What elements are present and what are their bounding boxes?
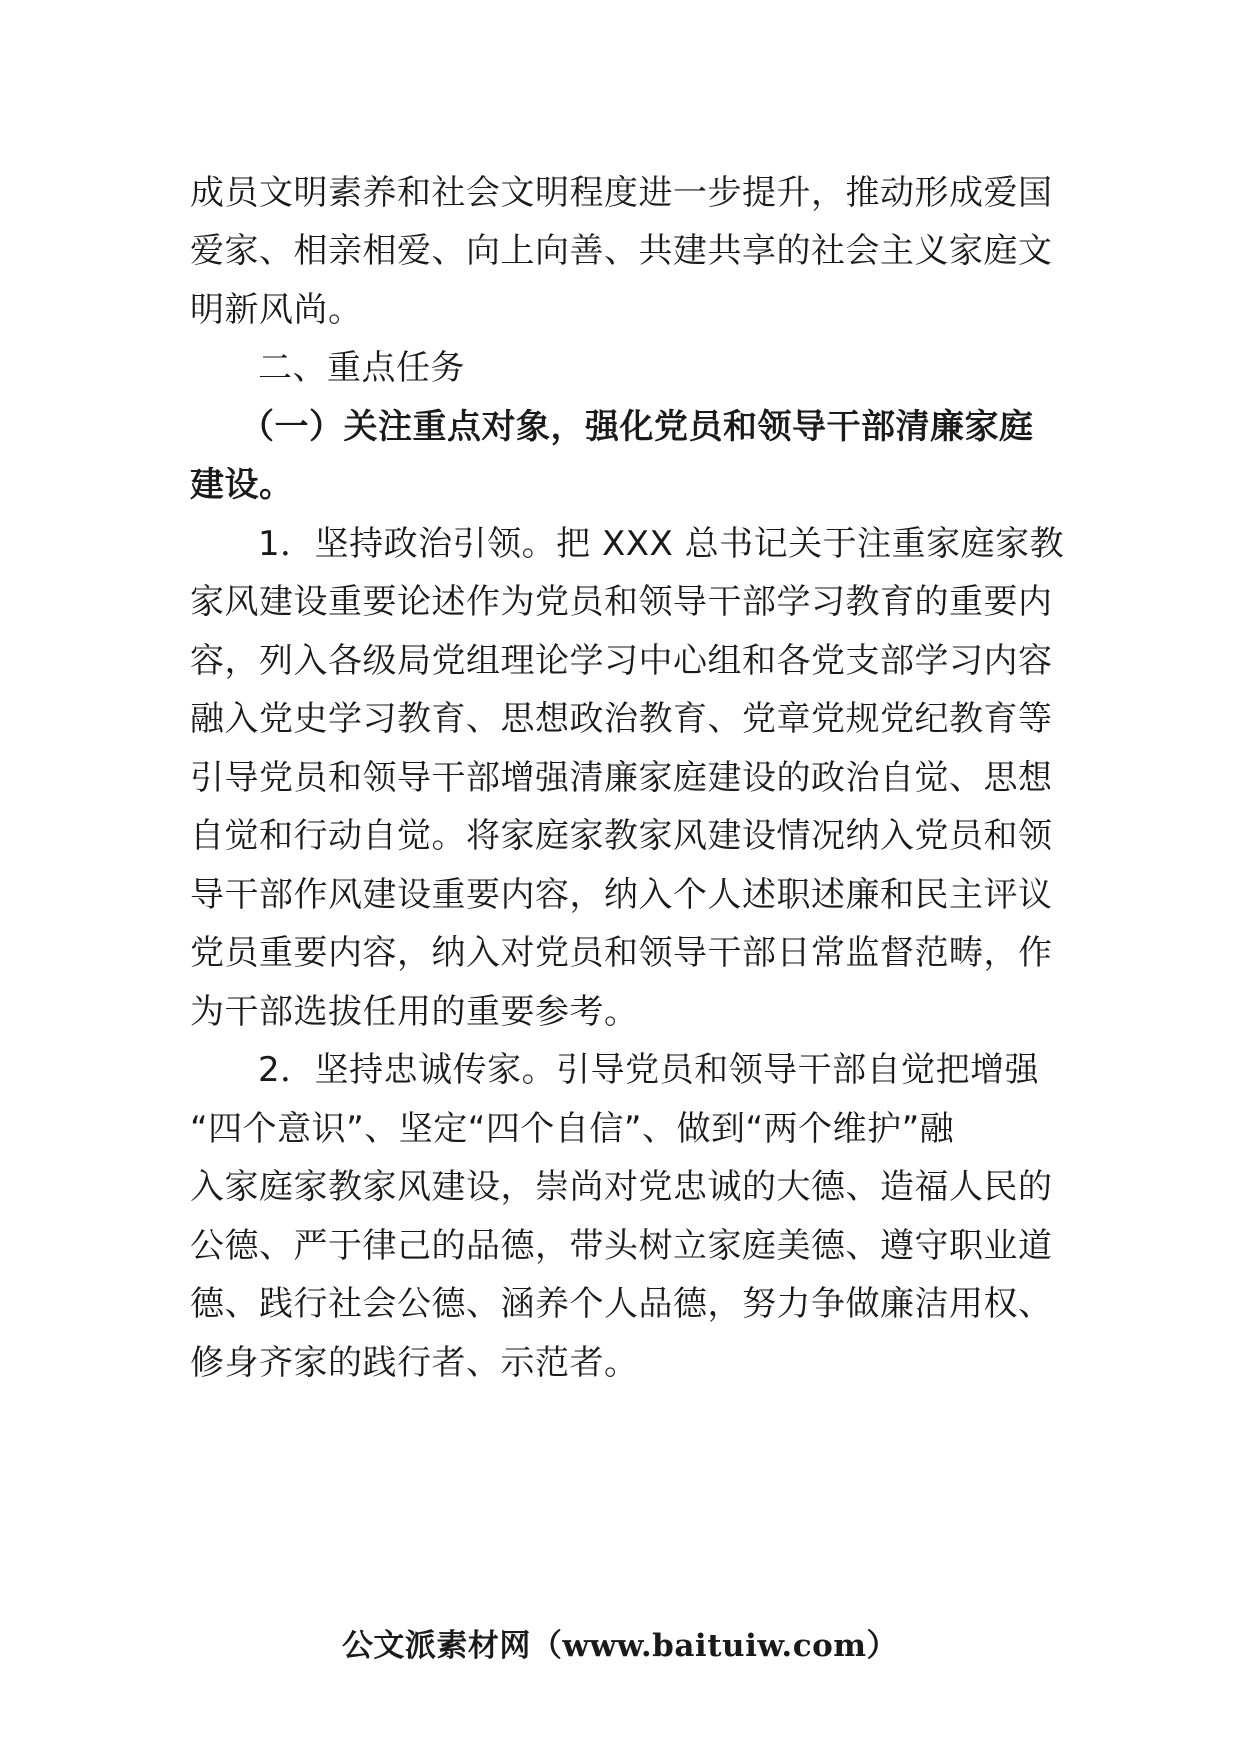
body-text-line: 爱家、相亲相爱、向上向善、共建共享的社会主义家庭文 — [190, 231, 1053, 271]
body-text-line: 融入党史学习教育、思想政治教育、党章党规党纪教育等 — [190, 699, 1053, 739]
body-text-line: 家风建设重要论述作为党员和领导干部学习教育的重要内 — [190, 582, 1053, 622]
body-text-line: 1．坚持政治引领。把 XXX 总书记关于注重家庭家教 — [258, 524, 1065, 564]
body-text-line: 成员文明素养和社会文明程度进一步提升，推动形成爱国 — [190, 173, 1053, 213]
body-text-line: 2．坚持忠诚传家。引导党员和领导干部自觉把增强 — [258, 1050, 1040, 1090]
body-text-line: 导干部作风建设重要内容，纳入个人述职述廉和民主评议 — [190, 875, 1053, 915]
footer-watermark-text: 公文派素材网（www.baituiw.com） — [341, 1628, 899, 1664]
body-text-line: “四个意识”、坚定“四个自信”、做到“两个维护”融 — [190, 1109, 955, 1149]
body-text-line: 容，列入各级局党组理论学习中心组和各党支部学习内容 — [190, 641, 1053, 681]
body-text-line: 入家庭家教家风建设，崇尚对党忠诚的大德、造福人民的 — [190, 1167, 1053, 1207]
body-text-line: 引导党员和领导干部增强清廉家庭建设的政治自觉、思想 — [190, 758, 1053, 798]
subsection-heading: （一）关注重点对象，强化党员和领导干部清廉家庭 — [240, 407, 1034, 447]
body-text-line: 为干部选拔任用的重要参考。 — [190, 992, 639, 1032]
section-heading: 二、重点任务 — [258, 348, 465, 388]
body-text-line: 公德、严于律己的品德，带头树立家庭美德、遵守职业道 — [190, 1226, 1053, 1266]
body-text-line: 自觉和行动自觉。将家庭家教家风建设情况纳入党员和领 — [190, 816, 1053, 856]
body-text-line: 修身齐家的践行者、示范者。 — [190, 1343, 639, 1383]
subsection-heading-continued: 建设。 — [190, 465, 294, 505]
body-text-line: 明新风尚。 — [190, 290, 363, 330]
body-text-line: 德、践行社会公德、涵养个人品德，努力争做廉洁用权、 — [190, 1284, 1053, 1324]
body-text-line: 党员重要内容，纳入对党员和领导干部日常监督范畴，作 — [190, 933, 1053, 973]
